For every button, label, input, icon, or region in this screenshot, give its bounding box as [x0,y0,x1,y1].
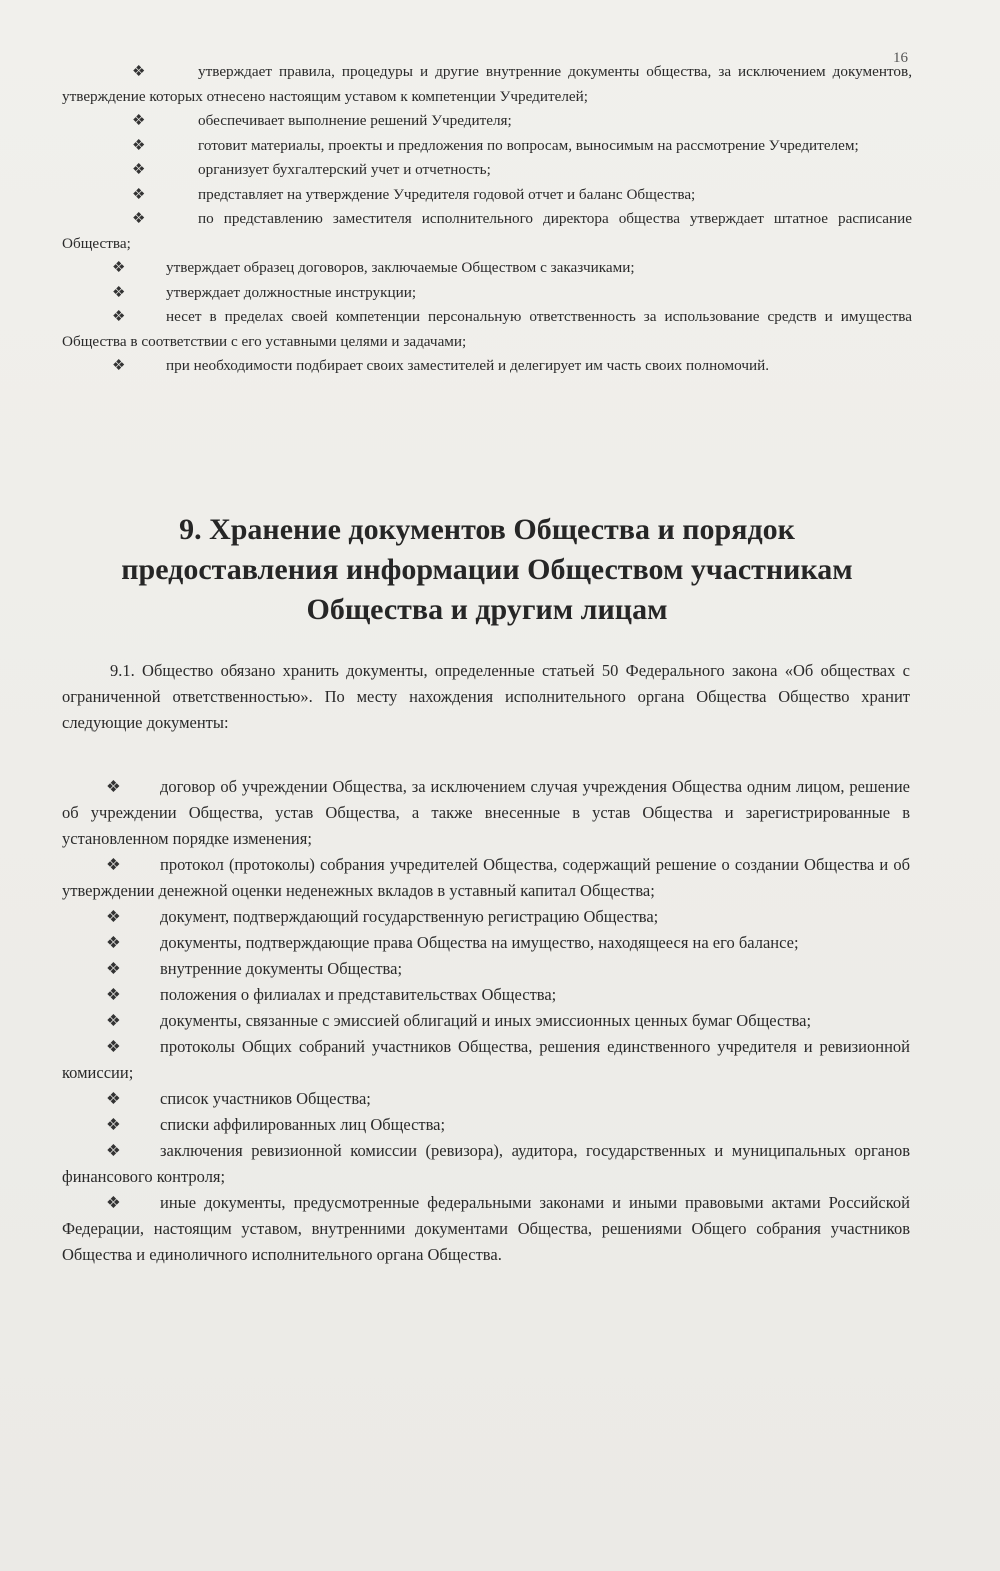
diamond-bullet-icon: ❖ [106,985,121,1004]
list-item: ❖ иные документы, предусмотренные федеральными законами и иными правовыми актами Российской Федерации, настоящим уставом, внутренними документами Общества, решениями Общего собрания участников Общества и единоличного исполнительного органа Общества. [62,1190,910,1268]
diamond-bullet-icon: ❖ [132,137,146,154]
list-item: ❖ заключения ревизионной комиссии (ревизора), аудитора, государственных и муниципальных органов финансового контроля; [62,1138,910,1190]
diamond-bullet-icon: ❖ [106,959,121,978]
list-item: ❖ внутренние документы Общества; [62,956,910,982]
list-item: ❖ утверждает должностные инструкции; [62,281,912,306]
list-item: ❖ готовит материалы, проекты и предложения по вопросам, выносимым на рассмотрение Учредителем; [62,134,912,159]
list-item: ❖ организует бухгалтерский учет и отчетность; [62,158,912,183]
diamond-bullet-icon: ❖ [106,1011,121,1030]
diamond-bullet-icon: ❖ [112,284,126,301]
list-item: ❖ протоколы Общих собраний участников Общества, решения единственного учредителя и ревизионной комиссии; [62,1034,910,1086]
list-item: ❖ по представлению заместителя исполнительного директора общества утверждает штатное расписание Общества; [62,207,912,256]
list-item: ❖ документы, подтверждающие права Общества на имущество, находящееся на его балансе; [62,930,910,956]
diamond-bullet-icon: ❖ [132,186,146,203]
diamond-bullet-icon: ❖ [106,1089,121,1108]
list-item: ❖ документы, связанные с эмиссией облигаций и иных эмиссионных ценных бумаг Общества; [62,1008,910,1034]
diamond-bullet-icon: ❖ [106,907,121,926]
diamond-bullet-icon: ❖ [112,358,126,374]
diamond-bullet-icon: ❖ [132,64,146,80]
diamond-bullet-icon: ❖ [106,855,121,874]
list-item: ❖ списки аффилированных лиц Общества; [62,1112,910,1138]
section-heading [62,510,912,630]
list-item: ❖ документ, подтверждающий государственную регистрацию Общества; [62,904,910,930]
diamond-bullet-icon: ❖ [112,260,126,276]
list-item: ❖ обеспечивает выполнение решений Учредителя; [62,109,912,134]
page-number: 16 [893,50,908,66]
list-item: ❖ договор об учреждении Общества, за исключением случая учреждения Общества одним лицом, решение об учреждении Общества, устав Общества, а также внесенные в устав Общества и зарегистрированные в установленном порядке изменения; [62,774,910,852]
section-body [62,658,910,1268]
director-powers-list [62,60,912,379]
diamond-bullet-icon: ❖ [132,113,146,129]
section-heading-line: предоставления информации Обществом участникам [121,553,853,586]
diamond-bullet-icon: ❖ [106,1115,121,1134]
list-item: ❖ утверждает образец договоров, заключаемые Обществом с заказчиками; [62,256,912,281]
list-item: ❖ положения о филиалах и представительствах Общества; [62,982,910,1008]
list-item: ❖ список участников Общества; [62,1086,910,1112]
diamond-bullet-icon: ❖ [132,211,146,227]
diamond-bullet-icon: ❖ [106,933,121,952]
diamond-bullet-icon: ❖ [106,777,121,796]
section-heading-line: Общества и другим лицам [306,593,668,626]
section-heading-line: 9. Хранение документов Общества и порядок [179,513,795,546]
diamond-bullet-icon: ❖ [106,1141,121,1160]
diamond-bullet-icon: ❖ [132,162,146,178]
diamond-bullet-icon: ❖ [112,309,126,325]
list-item: ❖ протокол (протоколы) собрания учредителей Общества, содержащий решение о создании Общества и об утверждении денежной оценки неденежных вкладов в уставный капитал Общества; [62,852,910,904]
stored-documents-list [62,774,910,1268]
list-item: ❖ представляет на утверждение Учредителя годовой отчет и баланс Общества; [62,183,912,208]
list-item: ❖ несет в пределах своей компетенции персональную ответственность за использование средств и имущества Общества в соответствии с его уставными целями и задачами; [62,305,912,354]
list-item: ❖ утверждает правила, процедуры и другие внутренние документы общества, за исключением документов, утверждение которых отнесено настоящим уставом к компетенции Учредителей; [62,60,912,109]
list-item: ❖ при необходимости подбирает своих заместителей и делегирует им часть своих полномочий. [62,354,912,379]
paragraph-9-1: 9.1. Общество обязано хранить документы, определенные статьей 50 Федерального закона «Об обществах с ограниченной ответственностью». По месту нахождения исполнительного органа Общества Общество хранит следующие документы: [62,661,910,732]
diamond-bullet-icon: ❖ [106,1193,121,1212]
diamond-bullet-icon: ❖ [106,1037,121,1056]
